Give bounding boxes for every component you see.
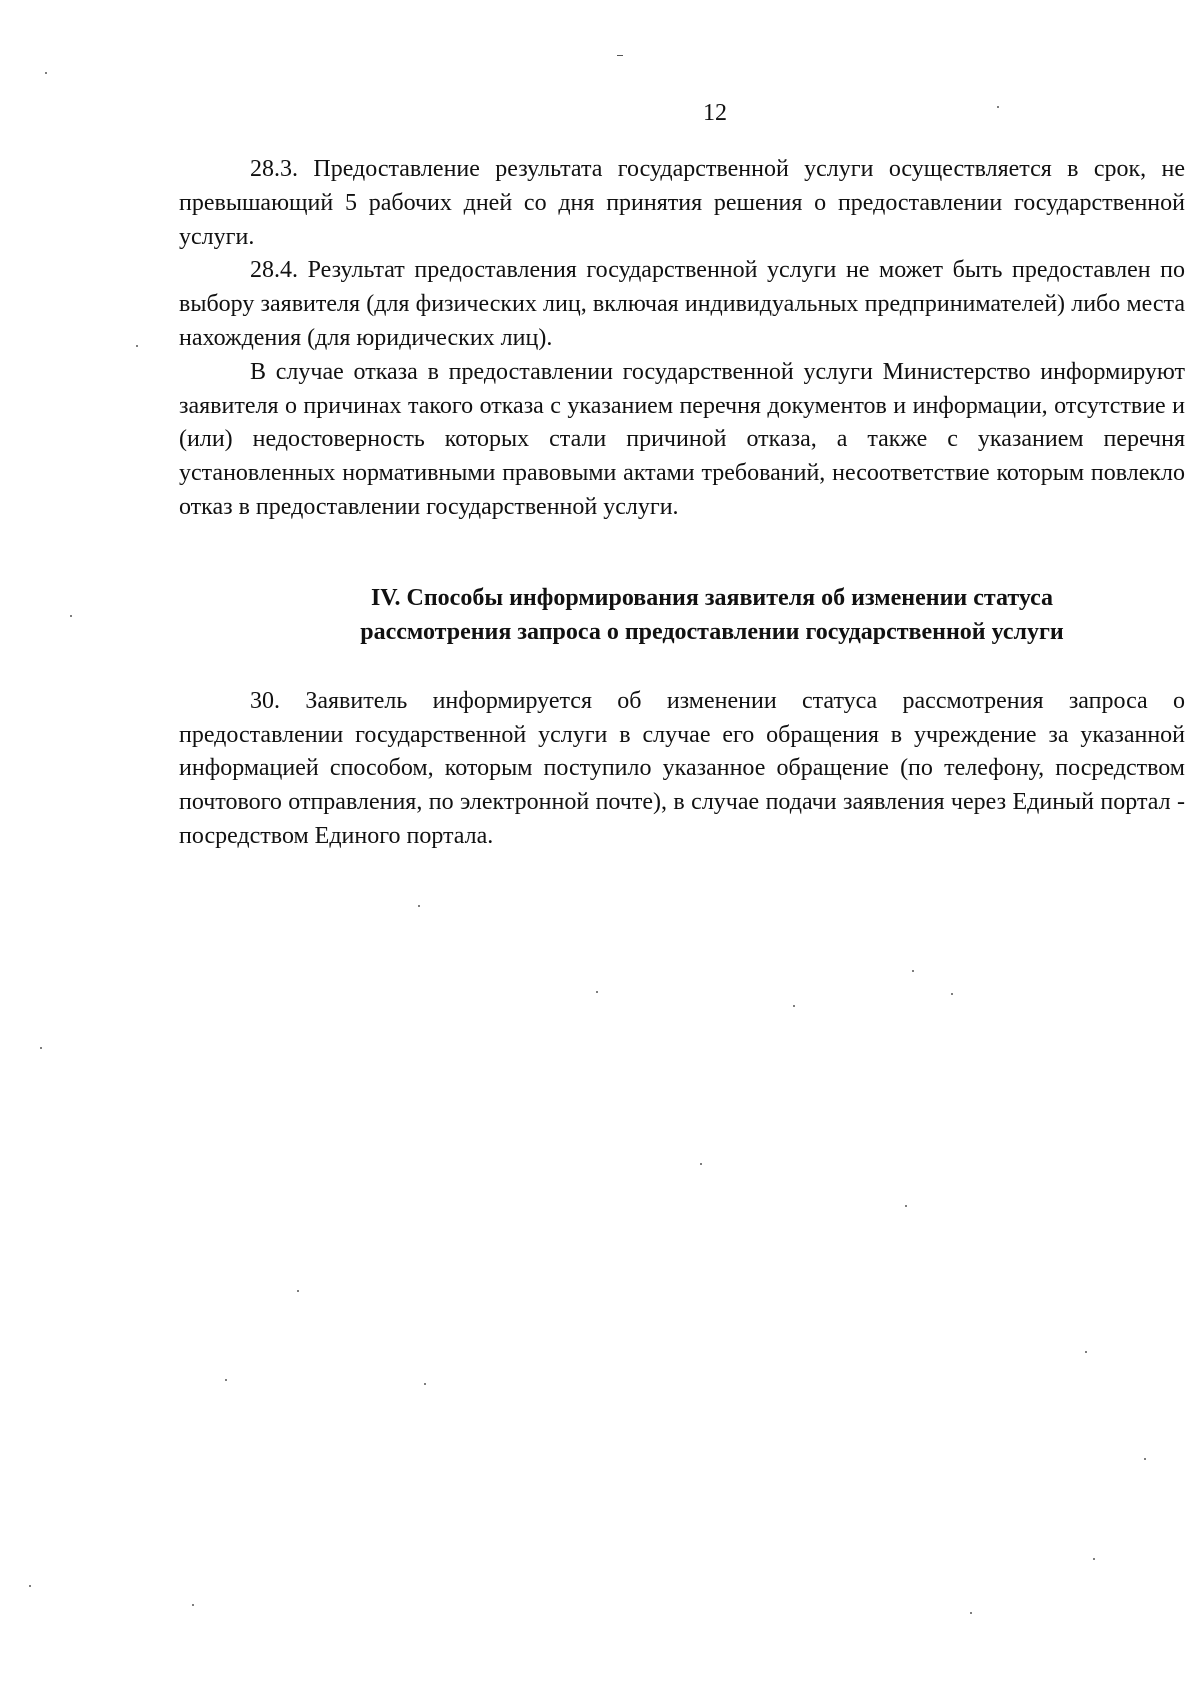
paragraph-30: 30. Заявитель информируется об изменении статуса рассмотрения запроса о предоставлении государственной услуги в случае его обращения в учреждение за указанной информацией способом, которым поступило указанное обращение (по телефону, посредством почтового отправления, по электронной почте), в случае подачи заявления через Единый портал - посредством Единого портала. — [179, 687, 1185, 849]
scan-speck — [912, 970, 914, 972]
page-number: 12 — [703, 100, 727, 126]
paragraph-28-4: 28.4. Результат предоставления государственной услуги не может быть предоставлен по выбору заявителя (для физических лиц, включая индивидуальных предпринимателей) либо места нахождения (для юридических лиц). — [179, 257, 1185, 351]
scan-speck — [617, 55, 623, 56]
scan-speck — [596, 991, 598, 993]
section-heading-line-1: IV. Способы информирования заявителя об изменении статуса — [370, 584, 1054, 611]
section-heading-line-2: рассмотрения запроса о предоставлении государственной услуги — [360, 618, 1064, 645]
scan-speck — [29, 1585, 31, 1587]
scan-speck — [700, 1163, 702, 1165]
scan-speck — [997, 106, 999, 108]
scan-speck — [225, 1379, 227, 1381]
scan-speck — [136, 345, 138, 347]
scan-speck — [1144, 1458, 1146, 1460]
document-body — [179, 153, 1185, 854]
scan-speck — [45, 72, 47, 74]
scan-speck — [424, 1383, 426, 1385]
section-heading — [179, 581, 1185, 649]
scan-speck — [418, 905, 420, 907]
scan-speck — [951, 993, 953, 995]
scan-speck — [192, 1604, 194, 1606]
scan-speck — [40, 1047, 42, 1049]
scan-speck — [297, 1290, 299, 1292]
scan-speck — [70, 615, 72, 617]
scan-speck — [970, 1612, 972, 1614]
scan-speck — [793, 1005, 795, 1007]
paragraph-refusal: В случае отказа в предоставлении государственной услуги Министерство информируют заявителя о причинах такого отказа с указанием перечня документов и информации, отсутствие и (или) недостоверность которых стали причиной отказа, а также с указанием перечня установленных нормативными правовыми актами требований, несоответствие которым повлекло отказ в предоставлении государственной услуги. — [179, 358, 1185, 520]
scan-speck — [1093, 1558, 1095, 1560]
scan-speck — [905, 1205, 907, 1207]
scan-speck — [1085, 1351, 1087, 1353]
paragraph-28-3: 28.3. Предоставление результата государственной услуги осуществляется в срок, не превышающий 5 рабочих дней со дня принятия решения о предоставлении государственной услуги. — [179, 156, 1185, 250]
